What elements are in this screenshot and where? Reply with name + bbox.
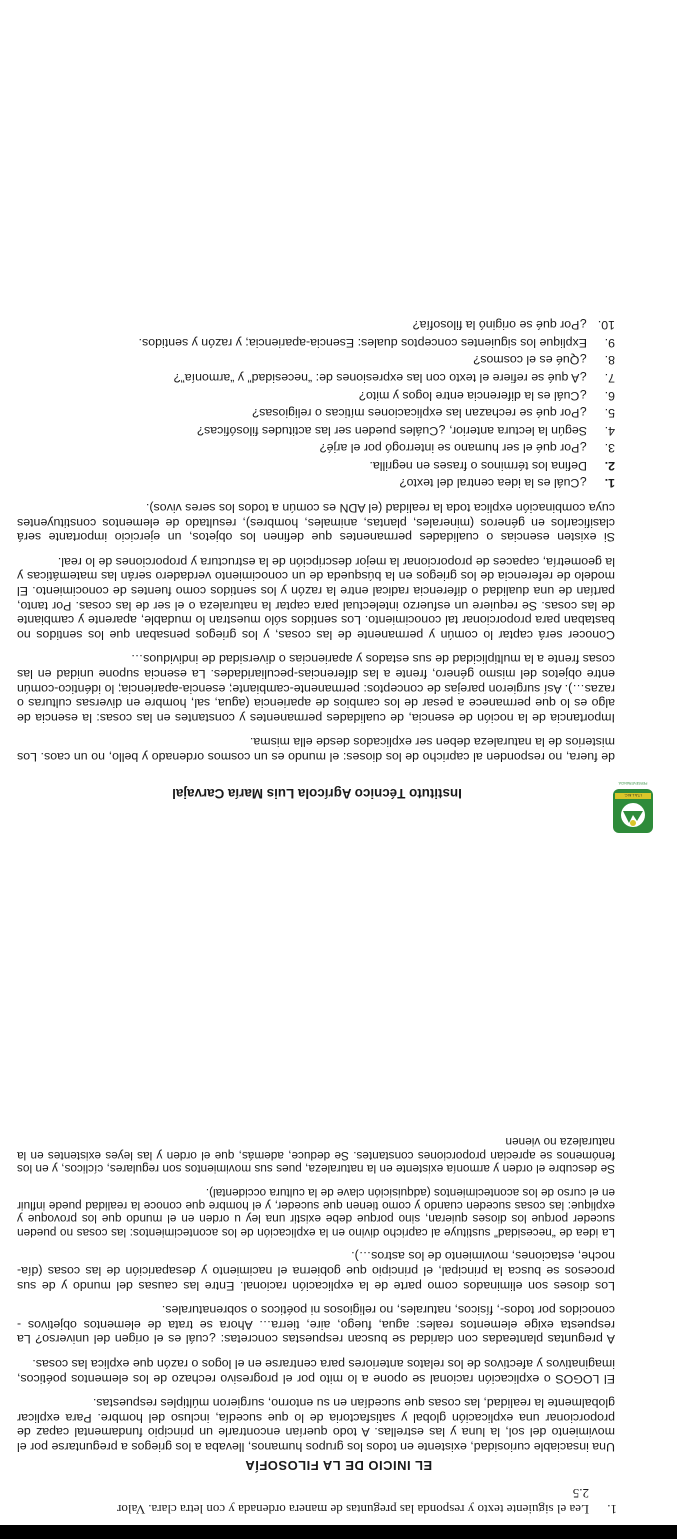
question-item [17,458,615,473]
question-number: 3. [604,441,615,456]
question-number: 5. [604,406,615,421]
question-text: ¿Cuál es la diferencia entre logos y mito? [359,388,587,403]
logo-motto: I.T.A.L.M.C. [624,793,642,797]
paragraph: Una insaciable curiosidad, existente en todos los grupos humanos, llevaba a los griegos a preguntarse por el movimiento del sol, la luna y las estrellas. A todo querían encontrarle un principio fundamental capaz de proporcionar una explicación global y satisfactoria de lo que sucedía, incluso del hombre. Para explicar globalmente la realidad, las cosas que sucedían en su entorno, surgieron múltiples respuestas. [17,1396,615,1454]
question-item [17,406,615,421]
text-column-page2 [17,315,615,764]
question-item [17,353,615,368]
question-number: 8. [604,353,615,368]
section-title: EL INICIO DE LA FILOSOFÍA [244,1458,433,1473]
logo-banner-text: PERSEVERANCIA [618,781,648,785]
question-number: 4. [604,423,615,438]
question-number: 6. [604,388,615,403]
paragraph: La idea de “necesidad” sustituye al capricho divino en la explicación de los acontecimientos: las cosas no pueden suceder porque los dioses quieran, sino porque debe existir una ley u orden en el mundo que los provoque y explique: las cosas suceden cuando y como tienen que suceder, y el hombre que conoce la realidad puede influir en el curso de los acontecimientos (adquisición clave de la cultura occidental). [17,1185,615,1240]
question-text: ¿Por qué se originó la filosofía? [412,318,587,333]
logo-sun [630,820,636,826]
question-text: ¿Cuál es la idea central del texto? [399,476,587,491]
question-number: 9. [604,335,615,350]
question-text: Defina los términos o frases en negrilla. [369,458,587,473]
question-text: Explique los siguientes conceptos duales: Esencia-apariencia; y razón y sentidos. [138,335,587,350]
question-item [17,423,615,438]
question-text: ¿Por qué el ser humano se interrogó por el arjé? [319,441,587,456]
school-logo-icon [611,779,655,839]
question-item [17,388,615,403]
paragraph: Importancia de la noción de esencia, de cualidades permanentes y constantes en las cosas: la esencia de algo es lo que permanece a pesar de los cambios de apariencia (agua, sal, hombre en diversas culturas o razas…). Así surgieron parejas de conceptos: permanente-cambiante; esencia-apariencia; lo idéntico-común entre objetos del mismo género, frente a las diferencias-peculiaridades. La esencia supone unidad en las cosas frente a la multiplicidad de sus estados y apariencias o diversidad de individuos… [17,652,615,725]
question-number: 10. [597,318,615,333]
question-item [17,370,615,385]
question-item [17,335,615,350]
instruction-text: Lea el siguiente texto y responda las preguntas de manera ordenada y con letra clara. Valor [117,1502,589,1517]
school-logo [611,779,655,839]
question-number: 1. [604,476,615,491]
paragraph: El LOGOS o explicación racional se opone a lo mito por el progresivo rechazo de los elementos poéticos, imaginativos y afectivos de los relatos anteriores para centrarse en el logos o razón que explica las cosas. [17,1357,615,1386]
question-text: Según la lectura anterior, ¿Cuáles pueden ser las actitudes filosóficas? [197,423,587,438]
instruction-block [17,1485,617,1517]
paragraph: Conocer será captar lo común y permanente de las cosas, y los griegos pensaban que los sentidos no bastaban para proporcionar tal conocimiento. Los sentidos sólo muestran lo mudable, aparente y cambiante de las cosas. Se requiere un esfuerzo intelectual para captar la naturaleza o el ser de las cosas. Por tanto, partían de una dualidad o diferencia radical entre la razón y los sentidos como fuentes de conocimiento. El modelo de referencia de los griegos en la búsqueda de un conocimiento verdadero serán las matemáticas y la geometría, capaces de proporcionar la mejor descripción de la estructura y proporciones de lo real. [17,554,615,642]
question-item [17,441,615,456]
instruction-value: 2.5 [572,1486,589,1501]
paragraph: A preguntas planteadas con claridad se buscan respuestas concretas: ¿cuál es el origen del universo? La respuesta exige elementos reales: agua, fuego, aire, tierra… Ahora se trata de elementos objetivos -conocidos por todos-, físicos, naturales, no religiosos ni poéticos o sobrenaturales. [17,1303,615,1347]
question-item [17,476,615,491]
paragraph: Se descubre el orden y armonía existente en la naturaleza, pues sus movimientos son regulares, cíclicos, y en los fenómenos se aprecian proporciones constantes. Se deduce, además, que el orden y las leyes existentes en la naturaleza no vienen [17,1135,615,1177]
school-name-heading: Instituto Técnico Agrícola Luis María Carvajal [172,786,462,801]
questions-list [17,318,615,491]
top-black-strip [0,1525,677,1539]
paragraph: Los dioses son eliminados como parte de la explicación racional. Entre las causas del mundo y de sus procesos se busca la principal, el principio que gobierna el nacimiento y desaparición de las cosas (día-noche, estaciones, movimiento de los astros…). [17,1249,615,1293]
question-text: ¿Por qué se rechazan las explicaciones míticas o religiosas? [252,406,587,421]
paragraph: de fuera, no responden al capricho de los dioses: el mundo es un cosmos ordenado y bello, no un caos. Los misterios de la naturaleza deben ser explicados desde ella misma. [17,735,615,764]
question-number: 7. [604,370,615,385]
question-text: ¿A qué se refiere el texto con las expresiones de: “necesidad” y “armonía”? [173,370,587,385]
question-text: ¿Qué es el cosmos? [473,353,587,368]
question-item [17,318,615,333]
instruction-number: 1. [607,1502,617,1517]
question-number: 2. [604,458,615,473]
text-column-page1 [17,1125,615,1454]
paragraph: Si existen esencias o cualidades permanentes que definen los objetos, un ejercicio importante será clasificarlos en géneros (minerales, plantas, animales, hombres), resultado de elementos constituyentes cuya combinación explica toda la realidad (el ADN es común a todos los seres vivos). [17,501,615,545]
